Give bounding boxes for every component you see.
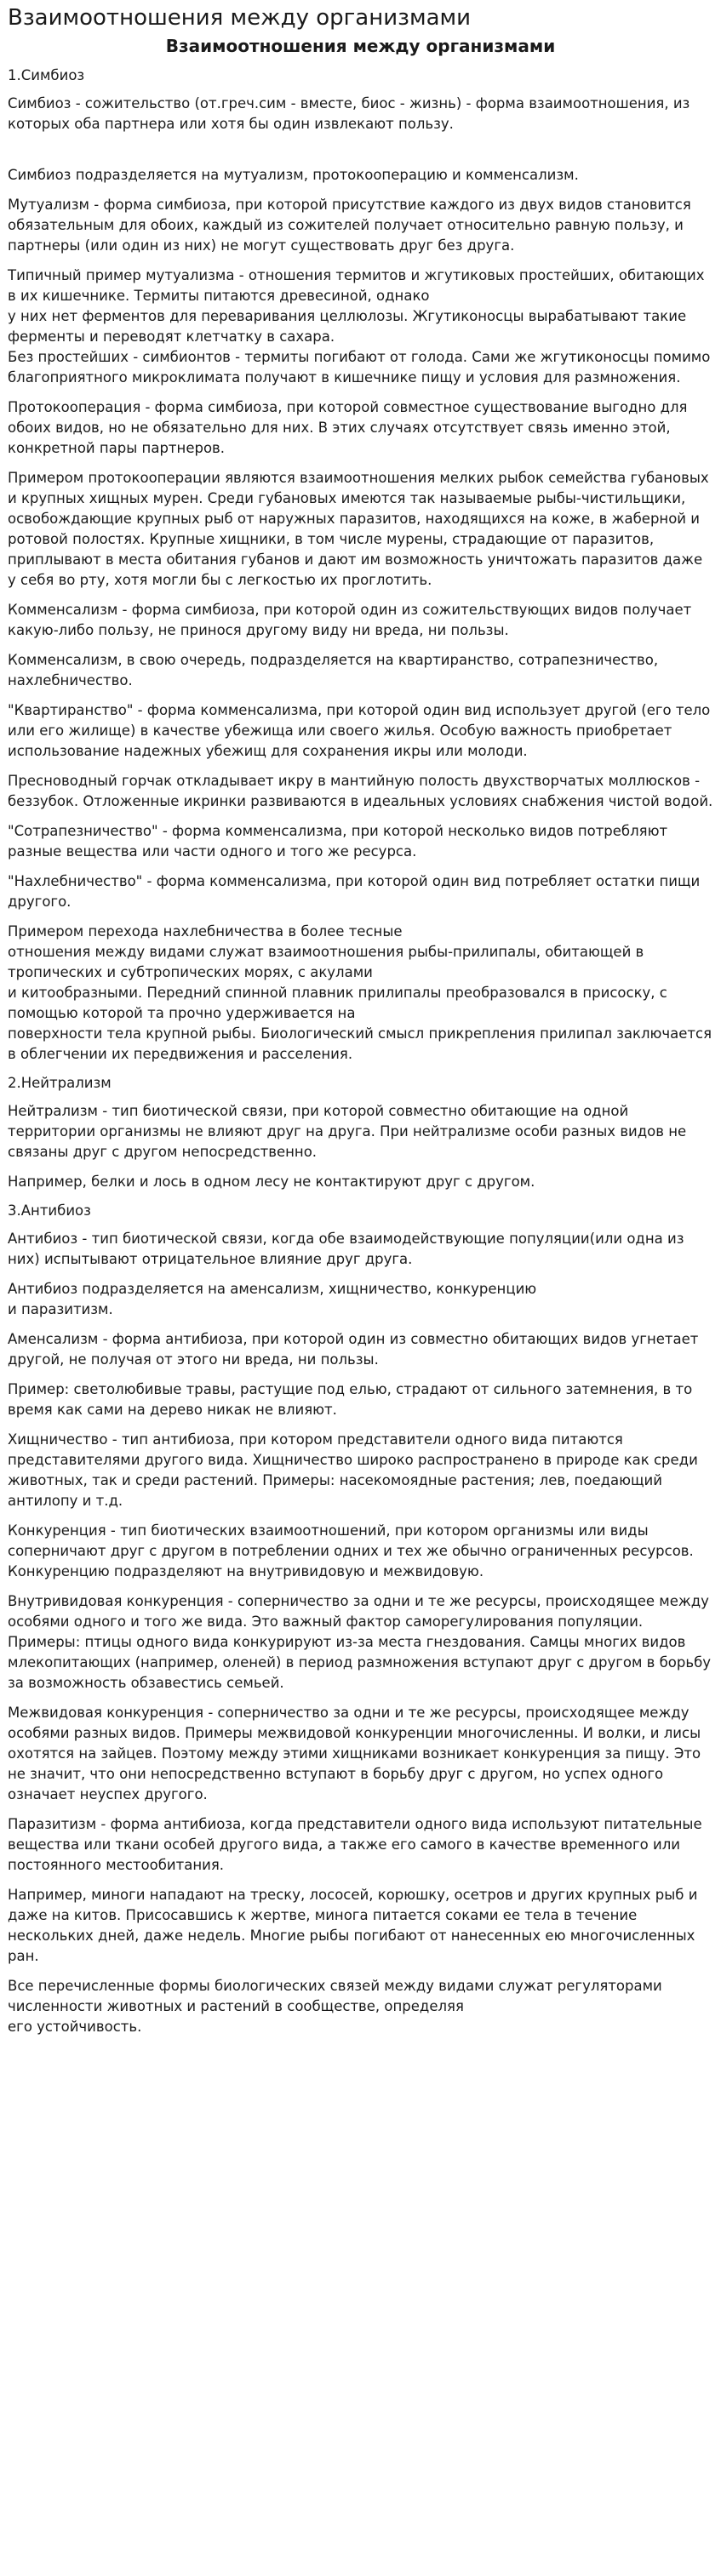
paragraph: Симбиоз подразделяется на мутуализм, протокооперацию и комменсализм. [8, 167, 579, 183]
paragraph: Симбиоз - сожительство (от.греч.сим - вместе, биос - жизнь) - форма взаимоотношения, из которых оба партнера или хотя бы один извлекают пользу. [8, 95, 690, 132]
paragraph: Конкуренция - тип биотических взаимоотношений, при котором организмы или виды соперничают друг с другом в потреблении одних и тех же обычно ограниченных ресурсов. Конкуренцию подразделяют на внутривидовую и межвидовую. [8, 1522, 694, 1579]
paragraph: Например, белки и лось в одном лесу не контактируют друг с другом. [8, 1174, 535, 1190]
document-heading: Взаимоотношения между организмами [165, 36, 556, 56]
paragraph: Нейтрализм - тип биотической связи, при которой совместно обитающие на одной территории организмы не влияют друг на друга. При нейтрализме особи разных видов не связаны друг с другом непосредственно. [8, 1103, 687, 1160]
paragraph: Например, миноги нападают на треску, лососей, корюшку, осетров и других крупных рыб и даже на китов. Присосавшись к жертве, минога питается соками ее тела в течение нескольких дней, даже недель. Многие рыбы погибают от нанесенных ею многочисленных ран. [8, 1887, 698, 1964]
paragraph: Примером протокооперации являются взаимоотношения мелких рыбок семейства губановых и крупных хищных мурен. Среди губановых имеются так называемые рыбы-чистильщики, освобождающие крупных рыб от наружных паразитов, находящихся на коже, в жаберной и ротовой полостях. Крупные хищники, в том числе мурены, страдающие от паразитов, приплывают в места обитания губанов и дают им возможность уничтожать паразитов даже у себя во рту, хотя могли бы с легкостью их проглотить. [8, 470, 709, 588]
section-heading: 1.Симбиоз [8, 67, 85, 83]
section-symbiosis [8, 66, 713, 1065]
paragraph: Антибиоз - тип биотической связи, когда обе взаимодействующие популяции(или одна из них) испытывают отрицательное влияние друг друга. [8, 1231, 684, 1267]
paragraph: Мутуализм - форма симбиоза, при которой присутствие каждого из двух видов становится обязательным для обоих, каждый из сожителей получает относительно равную пользу, и партнеры (или один из них) не могут существовать друг без друга. [8, 197, 691, 254]
paragraph: "Нахлебничество" - форма комменсализма, при которой один вид потребляет остатки пищи другого. [8, 873, 701, 910]
paragraph: Хищничество - тип антибиоза, при котором представители одного вида питаются представителями другого вида. Хищничество широко распространено в природе как среди животных, так и среди растений. Примеры: насекомоядные растения; лев, поедающий антилопу и т.д. [8, 1431, 698, 1509]
paragraph: Пример: светолюбивые травы, растущие под елью, страдают от сильного затемнения, в то время как сами на дерево никак не влияют. [8, 1381, 693, 1418]
paragraph: Антибиоз подразделяется на аменсализм, хищничество, конкуренцию и паразитизм. [8, 1281, 537, 1317]
section-antibiosis [8, 1202, 713, 2037]
paragraph: Внутривидовая конкуренция - соперничество за одни и те же ресурсы, происходящее между особями одного и того же вида. Это важный фактор саморегулирования популяции. Примеры: птицы одного вида конкурируют из-за места гнездования. Самцы многих видов млекопитающих (например, оленей) в период размножения вступают друг с другом в борьбу за возможность обзавестись семьей. [8, 1593, 712, 1691]
paragraph: "Квартиранство" - форма комменсализма, при которой один вид использует другой (его тело или его жилище) в качестве убежища или своего жилья. Особую важность приобретает использование надежных убежищ для сохранения икры или молоди. [8, 702, 711, 759]
paragraph: Межвидовая конкуренция - соперничество за одни и те же ресурсы, происходящее между особями разных видов. Примеры межвидовой конкуренции многочисленны. И волки, и лисы охотятся на зайцев. Поэтому между этими хищниками возникает конкуренция за пищу. Это не значит, что они непосредственно вступают в борьбу друг с другом, но успех одного означает неуспех другого. [8, 1705, 701, 1802]
paragraph: Все перечисленные формы биологических связей между видами служат регуляторами численности животных и растений в сообществе, определяя его устойчивость. [8, 1978, 662, 2035]
paragraph: "Сотрапезничество" - форма комменсализма, при которой несколько видов потребляют разные вещества или части одного и того же ресурса. [8, 823, 668, 860]
section-heading: 2.Нейтрализм [8, 1075, 112, 1091]
paragraph: Паразитизм - форма антибиоза, когда представители одного вида используют питательные вещества или ткани особей другого вида, а также его самого в качестве временного или постоянного местообитания. [8, 1816, 702, 1873]
paragraph: Примером перехода нахлебничества в более тесные отношения между видами служат взаимоотношения рыбы-прилипалы, обитающей в тропических и субтропических морях, с акулами и китообразными. Передний спинной плавник прилипалы преобразовался в присоску, с помощью которой та прочно удерживается на поверхности тела крупной рыбы. Биологический смысл прикрепления прилипал заключается в облегчении их передвижения и расселения. [8, 923, 712, 1062]
paragraph: Комменсализм - форма симбиоза, при которой один из сожительствующих видов получает какую-либо пользу, не принося другому виду ни вреда, ни пользы. [8, 602, 692, 638]
paragraph: Комменсализм, в свою очередь, подразделяется на квартиранство, сотрапезничество, нахлебничество. [8, 652, 659, 688]
section-neutralism [8, 1074, 713, 1192]
document-title: Взаимоотношения между организмами [8, 5, 472, 31]
paragraph: Аменсализм - форма антибиоза, при которой один из совместно обитающих видов угнетает другой, не получая от этого ни вреда, ни пользы. [8, 1331, 699, 1368]
paragraph: Пресноводный горчак откладывает икру в мантийную полость двухстворчатых моллюсков - беззубок. Отложенные икринки развиваются в идеальных условиях снабжения чистой водой. [8, 773, 713, 809]
section-heading: 3.Антибиоз [8, 1202, 91, 1219]
paragraph: Протокооперация - форма симбиоза, при которой совместное существование выгодно для обоих видов, но не обязательно для них. В этих случаях отсутствует связь именно этой, конкретной пары партнеров. [8, 399, 688, 456]
paragraph: Типичный пример мутуализма - отношения термитов и жгутиковых простейших, обитающих в их кишечнике. Термиты питаются древесиной, однако у них нет ферментов для переваривания целлюлозы. Жгутиконосцы вырабатывают такие ферменты и переводят клетчатку в сахара. Без простейших - симбионтов - термиты погибают от голода. Сами же жгутиконосцы помимо благоприятного микроклимата получают в кишечнике пищу и условия для размножения. [8, 267, 711, 386]
